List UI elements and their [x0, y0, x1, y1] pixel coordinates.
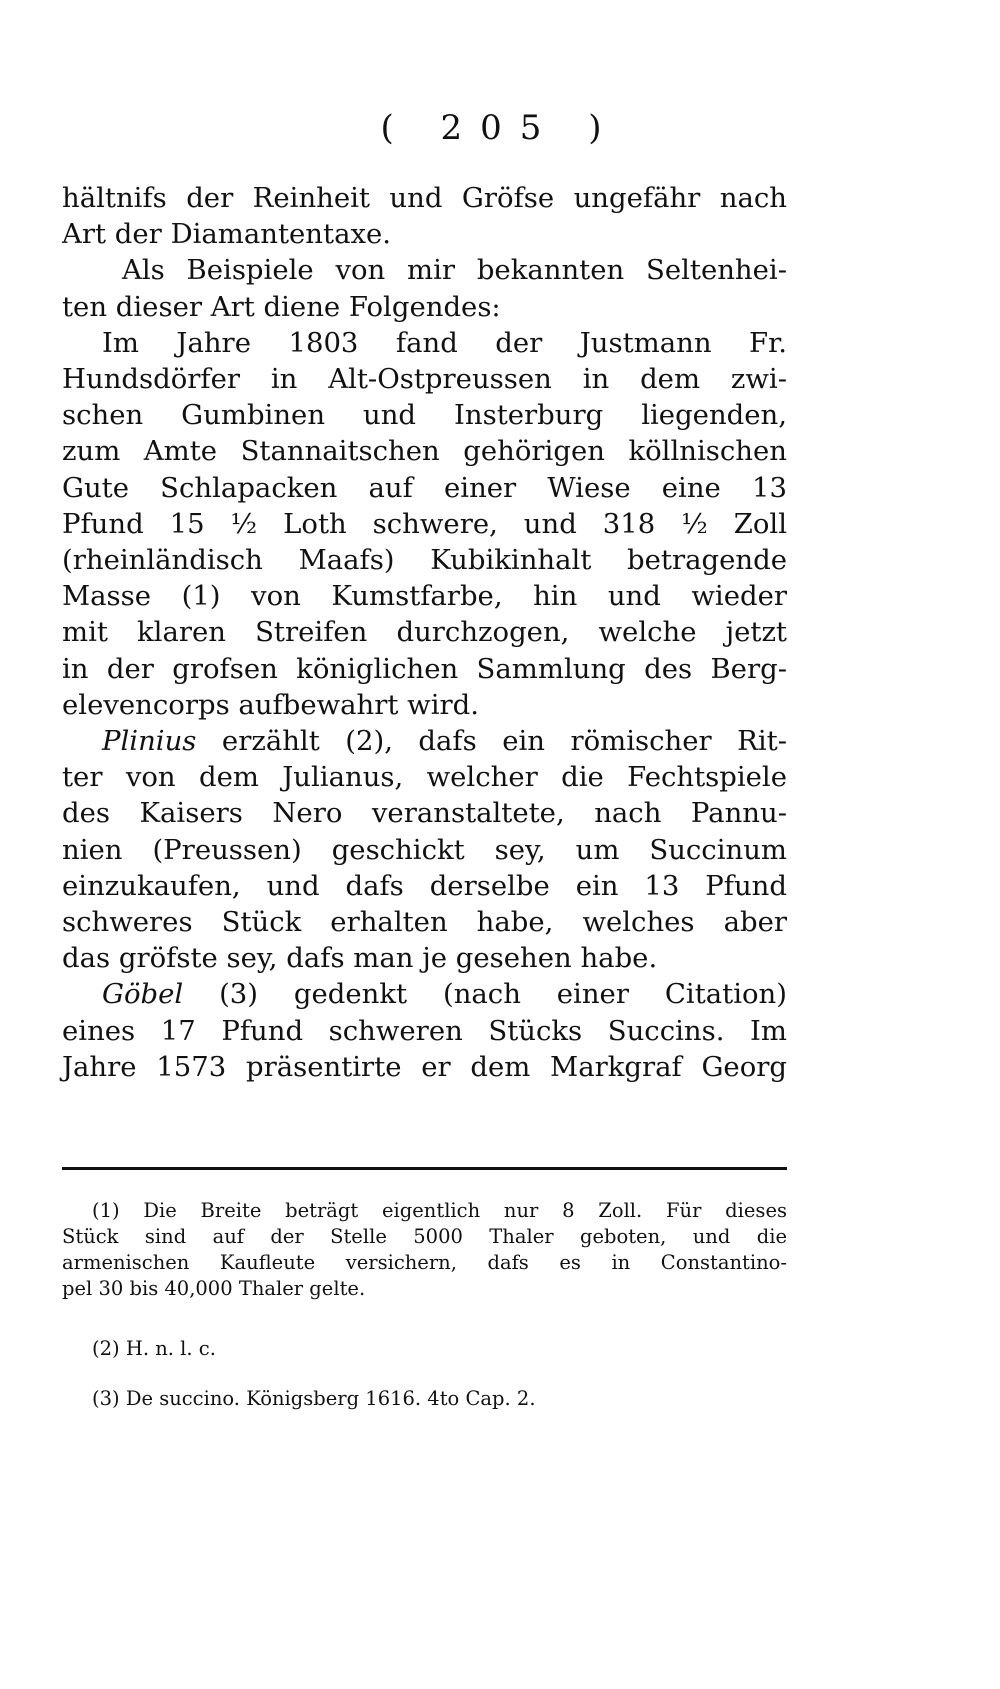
- text-line: das gröfste sey, dafs man je gesehen habe.: [62, 942, 658, 975]
- footnotes: [62, 1198, 787, 1436]
- author-goebel: Göbel: [102, 978, 184, 1011]
- main-text: [62, 180, 787, 1085]
- footnote-1: [62, 1198, 787, 1302]
- text-line: nien (Preussen) geschickt sey, um Succinum: [62, 833, 787, 866]
- text-line: Pfund 15 ½ Loth schwere, und 318 ½ Zoll: [62, 507, 787, 540]
- footnote-line: armenischen Kaufleute versichern, dafs es in Constantino-: [62, 1251, 787, 1274]
- footnote-line: (3) De succino. Königsberg 1616. 4to Cap. 2.: [92, 1387, 536, 1410]
- footnote-2: [62, 1336, 787, 1362]
- text-line: Gute Schlapacken auf einer Wiese eine 13: [62, 471, 787, 504]
- text-fragment: erzählt (2), dafs ein römischer Rit-: [221, 725, 787, 758]
- text-line: Als Beispiele von mir bekannten Seltenhei-: [122, 254, 787, 287]
- footnote-separator: [62, 1167, 787, 1170]
- text-line: mit klaren Streifen durchzogen, welche jetzt: [62, 616, 787, 649]
- footnote-line: (2) H. n. l. c.: [92, 1337, 216, 1360]
- text-line: einzukaufen, und dafs derselbe ein 13 Pfund: [62, 869, 787, 902]
- text-line: elevencorps aufbewahrt wird.: [62, 688, 479, 721]
- text-line: Masse (1) von Kumstfarbe, hin und wieder: [62, 580, 787, 613]
- footnote-line: pel 30 bis 40,000 Thaler gelte.: [62, 1277, 366, 1300]
- text-line: des Kaisers Nero veranstaltete, nach Pannu-: [62, 797, 787, 830]
- text-line: Im Jahre 1803 fand der Justmann Fr.: [102, 326, 787, 359]
- text-line: zum Amte Stannaitschen gehörigen köllnischen: [62, 435, 787, 468]
- page-number: ( 205 ): [380, 108, 620, 148]
- text-line: ter von dem Julianus, welcher die Fechtspiele: [62, 761, 787, 794]
- text-line: hältnifs der Reinheit und Gröfse ungefähr nach: [62, 182, 787, 214]
- author-plinius: Plinius: [102, 725, 197, 758]
- text-line: ten dieser Art diene Folgendes:: [62, 290, 501, 323]
- footnote-line: Stück sind auf der Stelle 5000 Thaler geboten, und die: [62, 1225, 787, 1248]
- text-line: in der grofsen königlichen Sammlung des Berg-: [62, 652, 787, 685]
- text-fragment: (3) gedenkt (nach einer Citation): [219, 978, 787, 1011]
- text-line: Jahre 1573 präsentirte er dem Markgraf Georg: [62, 1050, 787, 1083]
- text-line: schen Gumbinen und Insterburg liegenden,: [62, 399, 787, 432]
- text-line-plinius: [62, 723, 787, 759]
- text-line: schweres Stück erhalten habe, welches aber: [62, 906, 787, 939]
- text-line: Art der Diamantentaxe.: [62, 218, 391, 251]
- footnote-line: (1) Die Breite beträgt eigentlich nur 8 Zoll. Für dieses: [92, 1199, 787, 1222]
- text-line: eines 17 Pfund schweren Stücks Succins. Im: [62, 1014, 787, 1047]
- footnote-3: [62, 1386, 787, 1412]
- text-line: (rheinländisch Maafs) Kubikinhalt betragende: [62, 544, 787, 577]
- text-line: Hundsdörfer in Alt-Ostpreussen in dem zwi-: [62, 363, 787, 396]
- text-line-goebel: [62, 976, 787, 1012]
